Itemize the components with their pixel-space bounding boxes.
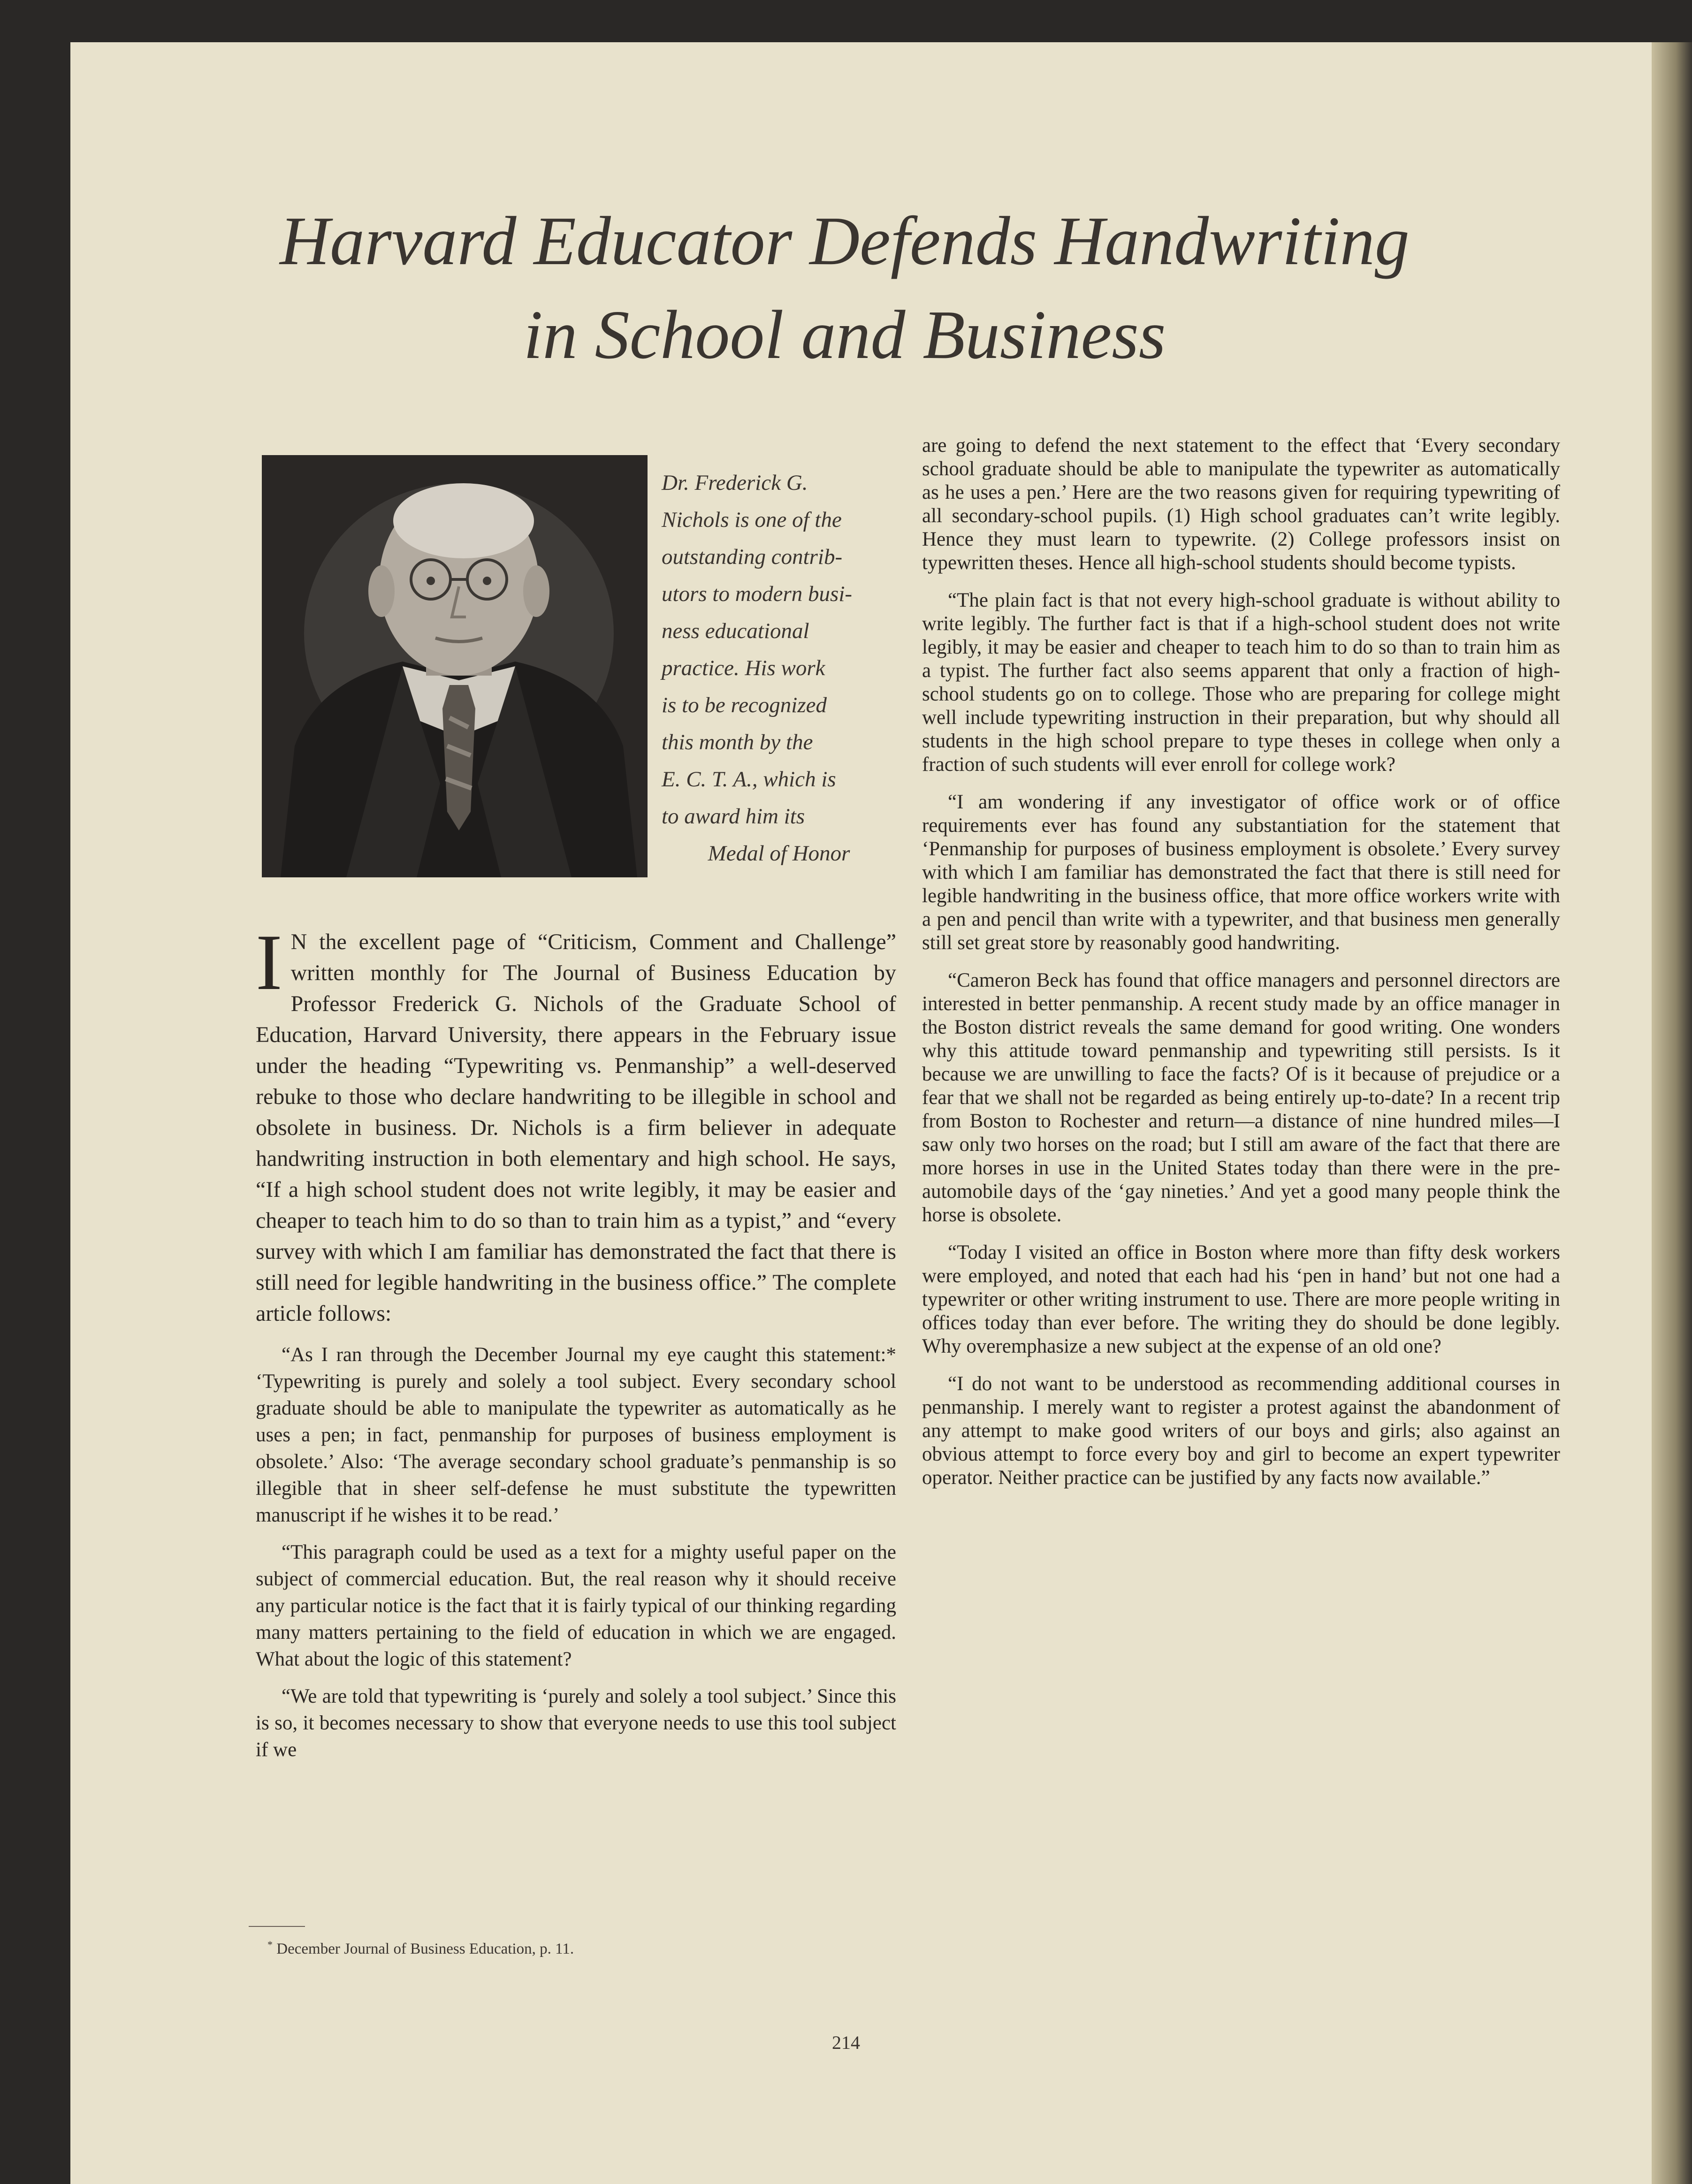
caption-line: utors to modern busi- (662, 582, 853, 606)
caption-line: practice. His work (662, 656, 825, 680)
continued-paragraph: are going to defend the next statement to the effect that ‘Every secondary school graduate should be able to manipulate the typewriter as automatically as he uses a pen.’ Here are the two reasons given for requiring typewriting of all secondary-school pupils. (1) High school graduates can’t write legibly. Hence they must learn to typewrite. (2) College professors insist on typewritten theses. Hence all high-school students should become typists. (922, 434, 1560, 574)
right-column (922, 434, 1560, 1504)
caption-line: outstanding contrib- (662, 545, 843, 569)
page-edge (1652, 42, 1692, 2184)
caption-line: ness educational (662, 619, 809, 643)
caption-line: this month by the (662, 730, 813, 754)
body-paragraph: “The plain fact is that not every high-school graduate is without ability to write legibly. The further fact is that if a high-school student does not write legibly, it may be easier and cheaper to teach him to do so than to train him as a typist. The further fact also seems apparent that only a fraction of high-school students go on to college. Those who are preparing for college might well include typewriting instruction in their preparation, but why should all students in the high school prepare to type theses in college when only a fraction of such students will ever enroll for college work? (922, 589, 1560, 776)
caption-line: Medal of Honor (708, 841, 850, 866)
caption-line: is to be recognized (662, 693, 827, 717)
body-paragraph: “This paragraph could be used as a text for a mighty useful paper on the subject of commercial education. But, the real reason why it should receive any particular notice is the fact that it is fairly typical of our thinking regarding many matters pertaining to the field of education in which we are engaged. What about the logic of this statement? (256, 1541, 896, 1670)
intro-text: N the excellent page of “Criticism, Comment and Challenge” written monthly for The Journal of Business Education by Professor Frederick G. Nichols of the Graduate School of Education, Harvard University, there appears in the February issue under the heading “Typewriting vs. Penmanship” a well-deserved rebuke to those who declare handwriting to be illegible in school and obsolete in business. Dr. Nichols is a firm believer in adequate handwriting instruction in both elementary and high school. He says, “If a high school student does not write legibly, it may be easier and cheaper to teach him to do so than to train him as a typist,” and “every survey with which I am familiar has demonstrated the fact that there is still need for legible handwriting in the business office.” The complete article follows: (256, 929, 896, 1326)
photo-caption (662, 464, 896, 872)
footnote-divider (249, 1926, 305, 1927)
page-number: 214 (832, 2032, 860, 2053)
caption-line: to award him its (662, 804, 805, 829)
left-column (256, 918, 896, 1773)
portrait-illustration (262, 455, 648, 877)
article-title-line-2: in School and Business (523, 297, 1166, 373)
intro-paragraph (256, 918, 896, 1329)
caption-line: Nichols is one of the (662, 508, 842, 532)
footnote-text: December Journal of Business Education, p. 11. (276, 1940, 574, 1957)
footnote (267, 1935, 877, 1958)
body-paragraph: “Today I visited an office in Boston where more than fifty desk workers were employed, and noted that each had his ‘pen in hand’ but not one had a typewriter or other writing instrument to use. There are more people writing in offices today than ever before. The writing they do should be done legibly. Why overemphasize a new subject at the expense of an old one? (922, 1241, 1560, 1357)
drop-cap: I (256, 918, 282, 1006)
body-paragraph: “As I ran through the December Journal my eye caught this statement:* ‘Typewriting is purely and solely a tool subject. Every secondary school graduate should be able to manipulate the typewriter as automatically as he uses a pen; in fact, penmanship for purposes of business employment is obsolete.’ Also: ‘The average secondary school graduate’s penmanship is so illegible that in sheer self-defense he must substitute the typewritten manuscript if he wishes it to be read.’ (256, 1344, 896, 1526)
body-paragraph: “I do not want to be understood as recommending additional courses in penmanship. I merely want to register a protest against the abandonment of any attempt to make good writers of our boys and girls; also against an obvious attempt to force every boy and girl to become an expert typewriter operator. Neither practice can be justified by any facts now available.” (922, 1373, 1560, 1489)
footnote-mark: * (267, 1939, 273, 1950)
body-paragraph: “We are told that typewriting is ‘purely and solely a tool subject.’ Since this is so, it becomes necessary to show that everyone needs to use this tool subject if we (256, 1685, 896, 1761)
article-title-line-1: Harvard Educator Defends Handwriting (280, 203, 1410, 280)
caption-line: Dr. Frederick G. (662, 471, 808, 495)
body-paragraph: “Cameron Beck has found that office managers and personnel directors are interested in better penmanship. A recent study made by an office manager in the Boston district reveals the same demand for good writing. One wonders why this attitude toward penmanship and typewriting still persists. Is it because we are unwilling to face the facts? Of is it because of prejudice or a fear that we shall not be regarded as being entirely up-to-date? In a recent trip from Boston to Rochester and return—a distance of nine hundred miles—I saw only two horses on the road; but I still am aware of the fact that there are more horses in use in the United States today than there were in the pre-automobile days of the ‘gay nineties.’ And yet a good many people think the horse is obsolete. (922, 969, 1560, 1226)
body-paragraph: “I am wondering if any investigator of office work or of office requirements ever has found any substantiation for the statement that ‘Penmanship for purposes of business employment is obsolete.’ Every survey with which I am familiar has demonstrated the fact that there is still need for legible handwriting in the business office, that more office workers write with a pen and pencil than write with a typewriter, and that business men generally still set great store by reasonably good handwriting. (922, 791, 1560, 954)
portrait-photo (262, 455, 648, 877)
caption-line: E. C. T. A., which is (662, 767, 836, 791)
